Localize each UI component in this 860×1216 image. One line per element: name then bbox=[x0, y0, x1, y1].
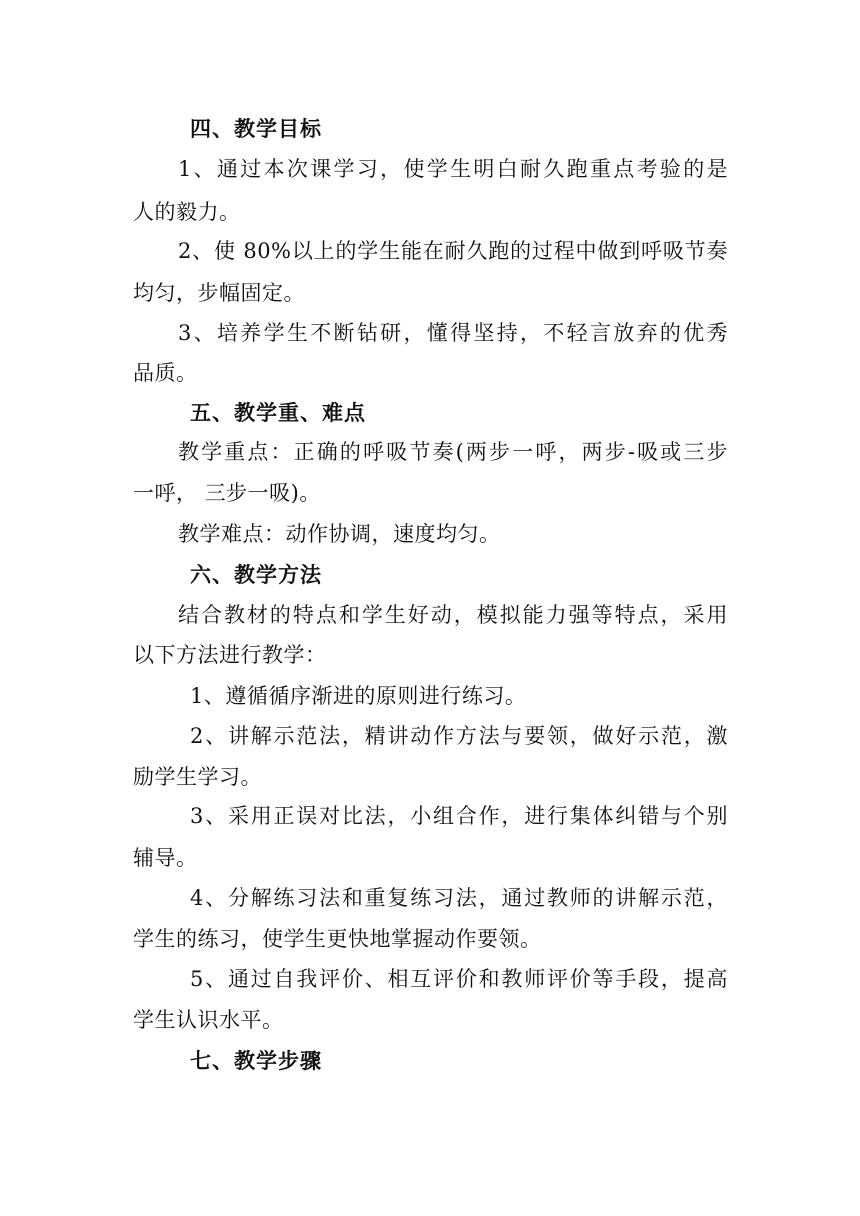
goal-item-1-line1: 1、通过本次课学习，使学生明白耐久跑重点考验的是 bbox=[178, 157, 728, 181]
key-point-line1: 教学重点：正确的呼吸节奏(两步一呼，两步-吸或三步 bbox=[178, 440, 728, 464]
method-item-4-line2: 学生的练习，使学生更快地掌握动作要领。 bbox=[133, 927, 542, 951]
method-item-3-line2: 辅导。 bbox=[133, 846, 198, 870]
goal-item-1-line2: 人的毅力。 bbox=[133, 200, 241, 224]
method-item-3-line1: 3、采用正误对比法，小组合作，进行集体纠错与个别 bbox=[190, 804, 728, 828]
method-item-4-line1: 4、分解练习法和重复练习法，通过教师的讲解示范， bbox=[190, 886, 728, 910]
methods-intro-line1: 结合教材的特点和学生好动，模拟能力强等特点，采用 bbox=[178, 603, 728, 627]
goal-item-2-line1: 2、使 80%以上的学生能在耐久跑的过程中做到呼吸节奏 bbox=[178, 239, 728, 263]
method-item-2-line1: 2、讲解示范法，精讲动作方法与要领，做好示范，激 bbox=[190, 724, 728, 748]
section-heading-goals: 四、教学目标 bbox=[190, 117, 322, 141]
goal-item-3-line2: 品质。 bbox=[133, 361, 198, 385]
difficulty-point: 教学难点：动作协调，速度均匀。 bbox=[178, 522, 501, 546]
section-heading-methods: 六、教学方法 bbox=[190, 563, 322, 587]
goal-item-3-line1: 3、培养学生不断钻研，懂得坚持，不轻言放弃的优秀 bbox=[178, 321, 728, 345]
method-item-1-line1: 1、遵循循序渐进的原则进行练习。 bbox=[190, 684, 527, 708]
section-heading-key-points: 五、教学重、难点 bbox=[190, 401, 366, 425]
section-heading-steps: 七、教学步骤 bbox=[190, 1049, 322, 1073]
goal-item-2-line2: 均匀，步幅固定。 bbox=[133, 281, 305, 305]
methods-intro-line2: 以下方法进行教学： bbox=[133, 643, 327, 667]
method-item-2-line2: 励学生学习。 bbox=[133, 765, 262, 789]
method-item-5-line1: 5、通过自我评价、相互评价和教师评价等手段，提高 bbox=[190, 967, 728, 991]
key-point-line2: 一呼， 三步一吸)。 bbox=[133, 481, 321, 505]
method-item-5-line2: 学生认识水平。 bbox=[133, 1008, 284, 1032]
